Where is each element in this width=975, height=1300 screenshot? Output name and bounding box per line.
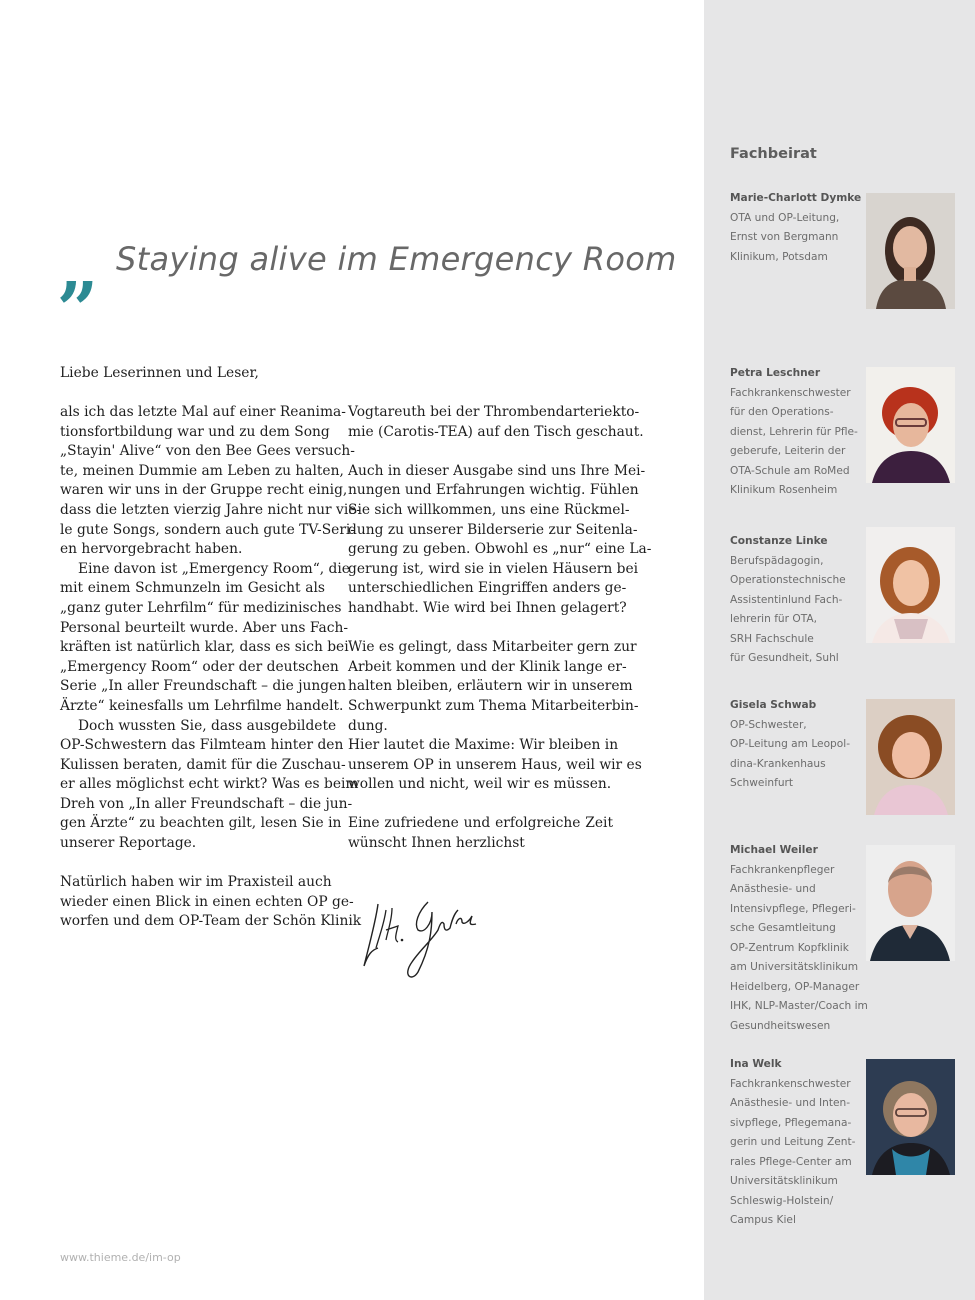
member-desc-line: Fachkrankenschwester [730,1077,851,1090]
text-line: Vogtareuth bei der Thrombendarteriekto- [348,404,640,420]
text-line: „Stayin' Alive“ von den Bee Gees versuch- [60,443,355,460]
member-desc-line: Fachkrankenpfleger [730,863,835,876]
text-line: Schwerpunkt zum Thema Mitarbeiterbin- [348,697,639,714]
greeting: Liebe Leserinnen und Leser, [60,365,259,381]
member-desc-line: Operationstechnische [730,574,846,586]
text-line: Serie „In aller Freundschaft – die jungen [60,678,347,695]
text-line: dung zu unserer Bilderserie zur Seitenla- [348,521,638,538]
text-line: kräften ist natürlich klar, dass es sich bei [60,639,349,656]
board-member [730,696,860,794]
member-photo [866,193,955,309]
text-line: dung. [348,717,388,734]
member-desc-line: Berufspädagogin, [730,554,824,567]
text-line: er alles möglichst echt wirkt? Was es beim [60,776,359,793]
text-line: tionsfortbildung war und zu dem Song [60,423,330,440]
text-line: le gute Songs, sondern auch gute TV-Seri- [60,521,356,538]
member-desc-line: für den Operations- [730,406,834,418]
text-line: Auch in dieser Ausgabe sind uns Ihre Mei- [348,462,646,479]
member-photo [866,1059,955,1175]
member-desc-line: rales Pflege-Center am [730,1155,852,1168]
member-description [730,1075,860,1231]
member-desc-line: für Gesundheit, Suhl [730,652,839,664]
member-description [730,861,868,1037]
text-line: Eine zufriedene und erfolgreiche Zeit [348,815,613,832]
text-line: nungen und Erfahrungen wichtig. Fühlen [348,482,639,499]
member-desc-line: Heidelberg, OP-Manager [730,980,860,993]
member-desc-line: Anästhesie- und [730,883,816,895]
member-desc-line: OTA und OP-Leitung, [730,211,840,224]
member-description [730,384,860,501]
member-photo [866,367,955,483]
member-name: Constanze Linke [730,535,828,547]
member-desc-line: Klinikum, Potsdam [730,250,828,263]
member-desc-line: Campus Kiel [730,1214,796,1226]
text-line: Wie es gelingt, dass Mitarbeiter gern zur [348,639,637,656]
member-desc-line: Assistentinlund Fach- [730,593,843,606]
text-line: wünscht Ihnen herzlichst [348,835,525,852]
member-description [730,209,860,268]
text-line: gerung zu geben. Obwohl es „nur“ eine La- [348,541,652,558]
text-line: waren wir uns in der Gruppe recht einig, [60,482,348,499]
text-line: te, meinen Dummie am Leben zu halten, [60,462,344,479]
text-line: „Emergency Room“ oder der deutschen [60,658,339,675]
text-line: handhabt. Wie wird bei Ihnen gelagert? [348,599,627,616]
member-desc-line: lehrerin für OTA, [730,613,817,625]
board-member [730,189,860,267]
handwritten-signature [358,890,483,985]
text-line: Hier lautet die Maxime: Wir bleiben in [348,737,619,754]
member-description [730,716,860,794]
member-desc-line: OP-Zentrum Kopfklinik [730,941,849,954]
member-desc-line: IHK, NLP-Master/Coach im [730,1000,868,1012]
member-photo [866,845,955,961]
member-desc-line: OP-Schwester, [730,718,807,731]
text-line: gen Ärzte“ zu beachten gilt, lesen Sie in [60,815,342,832]
text-line: Kulissen beraten, damit für die Zuschau- [60,756,346,773]
paragraph-gap [60,854,325,874]
text-line: Ärzte“ keinesfalls um Lehrfilme handelt. [60,697,344,714]
member-desc-line: Klinikum Rosenheim [730,484,838,496]
text-line: wollen und nicht, weil wir es müssen. [348,776,612,793]
text-line: „ganz guter Lehrfilm“ für medizinisches [60,599,342,616]
text-line: halten bleiben, erläutern wir in unserem [348,678,633,695]
text-line: Sie sich willkommen, uns eine Rückmel- [348,501,630,518]
text-line: dass die letzten vierzig Jahre nicht nur vie- [60,501,362,518]
member-name: Petra Leschner [730,367,821,379]
member-desc-line: OTA-Schule am RoMed [730,464,850,477]
text-line: mie (Carotis-TEA) auf den Tisch geschaut. [348,423,644,440]
member-desc-line: Fachkrankenschwester [730,386,851,399]
text-line: Natürlich haben wir im Praxisteil auch [60,874,332,891]
member-desc-line: sivpflege, Pflegemana- [730,1116,852,1129]
board-member [730,1055,860,1231]
text-line: Arbeit kommen und der Klinik lange er- [348,658,627,675]
member-photo [866,699,955,815]
text-line: worfen und dem OP-Team der Schön Klinik [60,913,362,930]
member-desc-line: Anästhesie- und Inten- [730,1097,851,1109]
text-line: mit einem Schmunzeln im Gesicht als [60,580,325,597]
member-desc-line: gerin und Leitung Zent- [730,1136,856,1148]
member-name: Michael Weiler [730,844,818,856]
paragraph-gap [348,442,613,462]
text-line: OP-Schwestern das Filmteam hinter den [60,737,344,754]
member-photo [866,527,955,643]
member-desc-line: OP-Leitung am Leopol- [730,738,851,750]
member-desc-line: Gesundheitswesen [730,1019,831,1032]
member-desc-line: dina-Krankenhaus [730,757,826,770]
text-line: gerung ist, wird sie in vielen Häusern bei [348,560,639,577]
member-desc-line: Schweinfurt [730,777,794,789]
paragraph-gap [348,619,613,639]
text-line: wieder einen Blick in einen echten OP ge- [60,893,354,910]
quote-mark: „ [58,221,90,312]
text-line: unserer Reportage. [60,835,197,852]
text-line: unserem OP in unserem Haus, weil wir es [348,756,642,773]
footer-url: www.thieme.de/im-op [60,1251,181,1264]
member-desc-line: Universitätsklinikum [730,1175,838,1187]
member-desc-line: dienst, Lehrerin für Pfle- [730,425,858,438]
body-column-1 [60,403,362,932]
member-description [730,552,860,669]
member-desc-line: SRH Fachschule [730,632,814,645]
text-line: en hervorgebracht haben. [60,541,243,558]
body-column-2 [348,403,652,854]
paragraph-gap [348,795,613,815]
text-line: Eine davon ist „Emergency Room“, die [78,560,350,577]
member-desc-line: geberufe, Leiterin der [730,445,846,457]
member-name: Gisela Schwab [730,699,817,711]
board-member [730,364,860,501]
text-line: Dreh von „In aller Freundschaft – die jun- [60,795,353,812]
text-line: Personal beurteilt wurde. Aber uns Fach- [60,619,349,636]
member-name: Marie-Charlott Dymke [730,192,862,204]
member-desc-line: sche Gesamtleitung [730,922,836,934]
member-desc-line: Schleswig-Holstein/ [730,1194,834,1207]
text-line: unterschiedlichen Eingriffen anders ge- [348,580,627,597]
member-desc-line: Ernst von Bergmann [730,231,839,243]
member-name: Ina Welk [730,1058,782,1070]
page-title: Staying alive im Emergency Room [116,240,677,278]
advisory-board-title: Fachbeirat [730,146,817,162]
board-member [730,841,868,1036]
member-desc-line: Intensivpflege, Pflegeri- [730,902,856,915]
text-line: als ich das letzte Mal auf einer Reanima- [60,404,346,420]
board-member [730,532,860,669]
member-desc-line: am Universitätsklinikum [730,961,859,973]
text-line: Doch wussten Sie, dass ausgebildete [78,717,337,734]
